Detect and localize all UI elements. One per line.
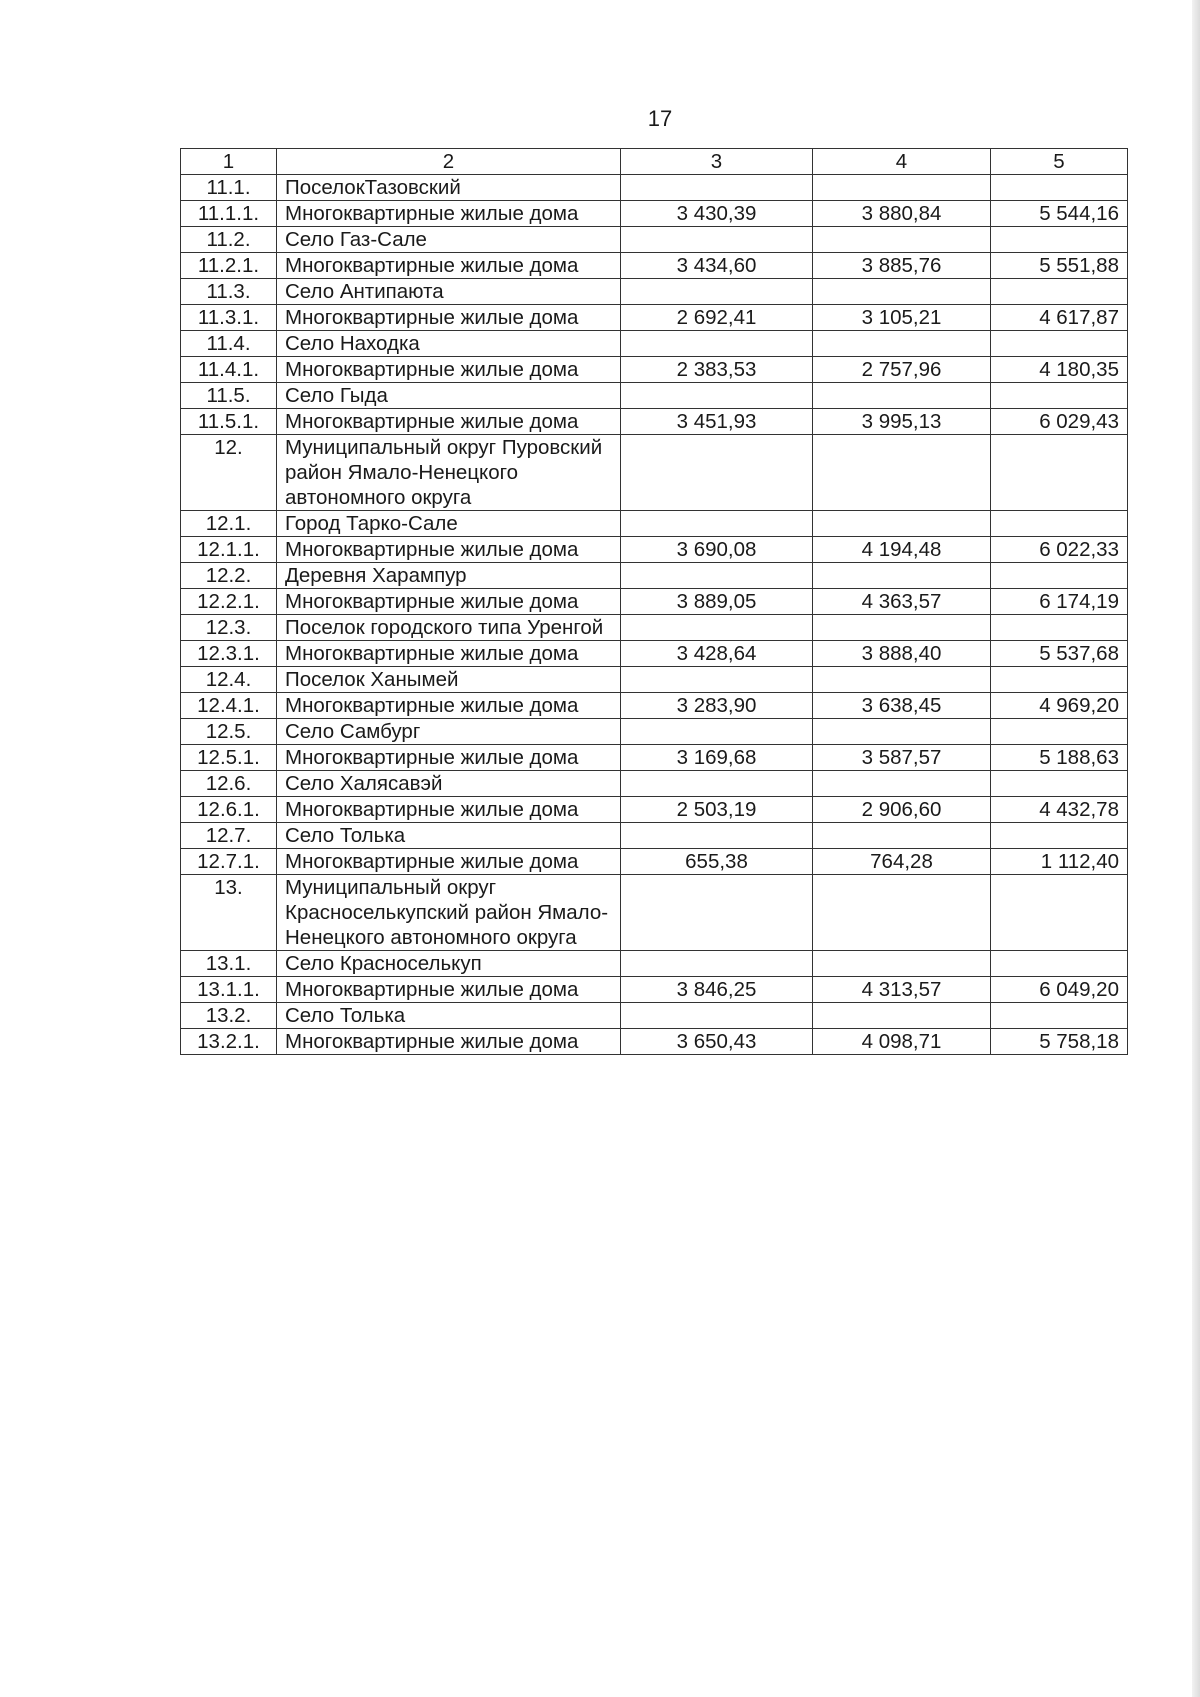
row-value-col5-cell <box>991 175 1128 201</box>
row-value-col3-cell <box>621 511 813 537</box>
row-value-col3-cell <box>621 667 813 693</box>
row-value-col5-cell: 5 758,18 <box>991 1029 1128 1055</box>
table-row <box>181 357 1128 383</box>
row-value-col3-cell: 3 430,39 <box>621 201 813 227</box>
row-value-col5-cell: 5 188,63 <box>991 745 1128 771</box>
row-name-cell: Многоквартирные жилые дома <box>277 797 621 823</box>
row-value-col4-cell: 4 194,48 <box>813 537 991 563</box>
row-value-col4-cell: 3 995,13 <box>813 409 991 435</box>
table-row <box>181 175 1128 201</box>
row-number-cell: 11.5.1. <box>181 409 277 435</box>
table-row <box>181 1003 1128 1029</box>
page-number: 17 <box>647 106 673 131</box>
row-number-cell: 13. <box>181 875 277 951</box>
row-value-col3-cell: 3 451,93 <box>621 409 813 435</box>
row-number-cell: 12.6. <box>181 771 277 797</box>
table-row <box>181 745 1128 771</box>
row-number-cell: 11.3. <box>181 279 277 305</box>
tariff-table <box>180 148 1128 1055</box>
row-value-col3-cell: 2 503,19 <box>621 797 813 823</box>
row-number-cell: 12.7.1. <box>181 849 277 875</box>
row-value-col5-cell: 6 029,43 <box>991 409 1128 435</box>
row-number-cell: 12.4. <box>181 667 277 693</box>
row-value-col3-cell <box>621 331 813 357</box>
row-number-cell: 12.5. <box>181 719 277 745</box>
row-value-col4-cell <box>813 1003 991 1029</box>
row-name-cell: Многоквартирные жилые дома <box>277 745 621 771</box>
row-number-cell: 11.2. <box>181 227 277 253</box>
row-value-col4-cell: 2 906,60 <box>813 797 991 823</box>
row-value-col4-cell: 4 313,57 <box>813 977 991 1003</box>
row-value-col4-cell <box>813 279 991 305</box>
row-value-col3-cell <box>621 563 813 589</box>
row-value-col4-cell <box>813 383 991 409</box>
row-value-col5-cell <box>991 511 1128 537</box>
row-value-col5-cell: 5 537,68 <box>991 641 1128 667</box>
table-row <box>181 305 1128 331</box>
row-value-col3-cell: 2 383,53 <box>621 357 813 383</box>
row-value-col3-cell <box>621 383 813 409</box>
row-name-cell: Село Красноселькуп <box>277 951 621 977</box>
row-number-cell: 12.2. <box>181 563 277 589</box>
row-value-col4-cell <box>813 875 991 951</box>
row-name-cell: Село Газ-Сале <box>277 227 621 253</box>
row-value-col3-cell: 2 692,41 <box>621 305 813 331</box>
row-value-col3-cell: 3 650,43 <box>621 1029 813 1055</box>
row-value-col5-cell: 6 174,19 <box>991 589 1128 615</box>
row-value-col3-cell <box>621 771 813 797</box>
row-value-col5-cell <box>991 771 1128 797</box>
row-name-cell: Село Толька <box>277 1003 621 1029</box>
row-name-cell: Многоквартирные жилые дома <box>277 537 621 563</box>
row-name-cell: Село Халясавэй <box>277 771 621 797</box>
row-value-col3-cell <box>621 951 813 977</box>
row-value-col5-cell: 6 049,20 <box>991 977 1128 1003</box>
table-row <box>181 511 1128 537</box>
row-value-col4-cell <box>813 615 991 641</box>
table-row <box>181 435 1128 511</box>
row-name-cell: Многоквартирные жилые дома <box>277 849 621 875</box>
row-value-col5-cell <box>991 279 1128 305</box>
table-row <box>181 1029 1128 1055</box>
table-row <box>181 589 1128 615</box>
table-row <box>181 615 1128 641</box>
row-value-col4-cell: 3 587,57 <box>813 745 991 771</box>
row-name-cell: Многоквартирные жилые дома <box>277 253 621 279</box>
row-value-col3-cell: 3 434,60 <box>621 253 813 279</box>
table-row <box>181 771 1128 797</box>
table-row <box>181 641 1128 667</box>
row-value-col3-cell: 3 889,05 <box>621 589 813 615</box>
row-value-col5-cell <box>991 615 1128 641</box>
table-row <box>181 823 1128 849</box>
row-name-cell: Многоквартирные жилые дома <box>277 409 621 435</box>
row-number-cell: 11.5. <box>181 383 277 409</box>
table-row <box>181 719 1128 745</box>
row-value-col4-cell <box>813 823 991 849</box>
table-row <box>181 563 1128 589</box>
row-value-col4-cell: 764,28 <box>813 849 991 875</box>
page-edge-shadow <box>1192 0 1200 1697</box>
row-value-col3-cell <box>621 719 813 745</box>
row-name-cell: Многоквартирные жилые дома <box>277 589 621 615</box>
row-number-cell: 11.4.1. <box>181 357 277 383</box>
row-name-cell: Многоквартирные жилые дома <box>277 1029 621 1055</box>
row-value-col5-cell <box>991 719 1128 745</box>
row-value-col5-cell: 4 969,20 <box>991 693 1128 719</box>
row-value-col5-cell <box>991 951 1128 977</box>
row-value-col3-cell <box>621 875 813 951</box>
row-value-col3-cell: 3 428,64 <box>621 641 813 667</box>
column-header: 2 <box>277 149 621 175</box>
row-value-col4-cell <box>813 563 991 589</box>
row-number-cell: 12.1. <box>181 511 277 537</box>
row-value-col4-cell: 3 885,76 <box>813 253 991 279</box>
table-header-row <box>181 149 1128 175</box>
row-value-col4-cell: 3 888,40 <box>813 641 991 667</box>
row-number-cell: 13.2. <box>181 1003 277 1029</box>
row-number-cell: 12.5.1. <box>181 745 277 771</box>
row-value-col4-cell <box>813 771 991 797</box>
row-value-col4-cell <box>813 511 991 537</box>
row-value-col3-cell: 3 690,08 <box>621 537 813 563</box>
row-value-col4-cell <box>813 331 991 357</box>
row-number-cell: 13.2.1. <box>181 1029 277 1055</box>
row-value-col5-cell <box>991 823 1128 849</box>
table-row <box>181 279 1128 305</box>
row-name-cell: Многоквартирные жилые дома <box>277 305 621 331</box>
table-row <box>181 977 1128 1003</box>
row-value-col4-cell <box>813 951 991 977</box>
table-row <box>181 227 1128 253</box>
table-row <box>181 409 1128 435</box>
row-value-col3-cell <box>621 279 813 305</box>
row-value-col5-cell: 1 112,40 <box>991 849 1128 875</box>
column-header: 3 <box>621 149 813 175</box>
row-value-col5-cell <box>991 331 1128 357</box>
row-value-col4-cell: 3 105,21 <box>813 305 991 331</box>
row-name-cell: Муниципальный округ Пуровский район Ямало-Ненецкого автономного округа <box>277 435 621 511</box>
table-row <box>181 797 1128 823</box>
row-name-cell: Муниципальный округ Красноселькупский район Ямало-Ненецкого автономного округа <box>277 875 621 951</box>
column-header: 4 <box>813 149 991 175</box>
row-value-col3-cell <box>621 1003 813 1029</box>
row-value-col5-cell <box>991 563 1128 589</box>
row-number-cell: 13.1.1. <box>181 977 277 1003</box>
row-value-col3-cell <box>621 227 813 253</box>
row-value-col3-cell: 3 169,68 <box>621 745 813 771</box>
row-value-col4-cell: 4 363,57 <box>813 589 991 615</box>
table-row <box>181 331 1128 357</box>
row-value-col5-cell <box>991 227 1128 253</box>
row-value-col4-cell: 2 757,96 <box>813 357 991 383</box>
row-number-cell: 12.3. <box>181 615 277 641</box>
row-value-col5-cell <box>991 1003 1128 1029</box>
row-name-cell: Многоквартирные жилые дома <box>277 977 621 1003</box>
row-value-col4-cell <box>813 435 991 511</box>
row-value-col5-cell <box>991 667 1128 693</box>
row-value-col4-cell: 4 098,71 <box>813 1029 991 1055</box>
row-name-cell: Село Гыда <box>277 383 621 409</box>
row-name-cell: Деревня Харампур <box>277 563 621 589</box>
row-name-cell: ПоселокТазовский <box>277 175 621 201</box>
row-value-col3-cell <box>621 823 813 849</box>
row-name-cell: Многоквартирные жилые дома <box>277 693 621 719</box>
row-number-cell: 11.3.1. <box>181 305 277 331</box>
row-value-col5-cell: 5 544,16 <box>991 201 1128 227</box>
row-number-cell: 13.1. <box>181 951 277 977</box>
row-number-cell: 12.3.1. <box>181 641 277 667</box>
row-number-cell: 12.4.1. <box>181 693 277 719</box>
row-number-cell: 12.6.1. <box>181 797 277 823</box>
table-row <box>181 383 1128 409</box>
table-row <box>181 875 1128 951</box>
column-header: 1 <box>181 149 277 175</box>
table-row <box>181 693 1128 719</box>
row-value-col5-cell: 4 180,35 <box>991 357 1128 383</box>
row-name-cell: Поселок Ханымей <box>277 667 621 693</box>
row-number-cell: 11.1. <box>181 175 277 201</box>
table-row <box>181 951 1128 977</box>
row-value-col4-cell <box>813 175 991 201</box>
row-value-col4-cell <box>813 719 991 745</box>
row-value-col4-cell: 3 638,45 <box>813 693 991 719</box>
row-name-cell: Многоквартирные жилые дома <box>277 641 621 667</box>
row-value-col3-cell <box>621 615 813 641</box>
row-name-cell: Поселок городского типа Уренгой <box>277 615 621 641</box>
row-value-col5-cell: 4 617,87 <box>991 305 1128 331</box>
row-number-cell: 11.1.1. <box>181 201 277 227</box>
row-name-cell: Город Тарко-Сале <box>277 511 621 537</box>
row-value-col3-cell: 3 846,25 <box>621 977 813 1003</box>
row-name-cell: Многоквартирные жилые дома <box>277 357 621 383</box>
table-row <box>181 849 1128 875</box>
row-value-col5-cell: 5 551,88 <box>991 253 1128 279</box>
table-row <box>181 537 1128 563</box>
row-value-col5-cell: 6 022,33 <box>991 537 1128 563</box>
row-name-cell: Многоквартирные жилые дома <box>277 201 621 227</box>
row-value-col5-cell: 4 432,78 <box>991 797 1128 823</box>
row-number-cell: 12. <box>181 435 277 511</box>
row-number-cell: 11.4. <box>181 331 277 357</box>
row-name-cell: Село Антипаюта <box>277 279 621 305</box>
row-value-col3-cell: 655,38 <box>621 849 813 875</box>
row-value-col3-cell <box>621 175 813 201</box>
table-row <box>181 201 1128 227</box>
row-value-col5-cell <box>991 875 1128 951</box>
table-body <box>181 149 1128 1055</box>
row-number-cell: 12.1.1. <box>181 537 277 563</box>
row-name-cell: Село Находка <box>277 331 621 357</box>
column-header: 5 <box>991 149 1128 175</box>
row-name-cell: Село Толька <box>277 823 621 849</box>
row-number-cell: 11.2.1. <box>181 253 277 279</box>
row-value-col4-cell: 3 880,84 <box>813 201 991 227</box>
row-number-cell: 12.2.1. <box>181 589 277 615</box>
row-value-col3-cell: 3 283,90 <box>621 693 813 719</box>
table-row <box>181 253 1128 279</box>
row-value-col5-cell <box>991 435 1128 511</box>
row-value-col5-cell <box>991 383 1128 409</box>
row-number-cell: 12.7. <box>181 823 277 849</box>
row-value-col4-cell <box>813 227 991 253</box>
row-name-cell: Село Самбург <box>277 719 621 745</box>
row-value-col3-cell <box>621 435 813 511</box>
table-row <box>181 667 1128 693</box>
row-value-col4-cell <box>813 667 991 693</box>
